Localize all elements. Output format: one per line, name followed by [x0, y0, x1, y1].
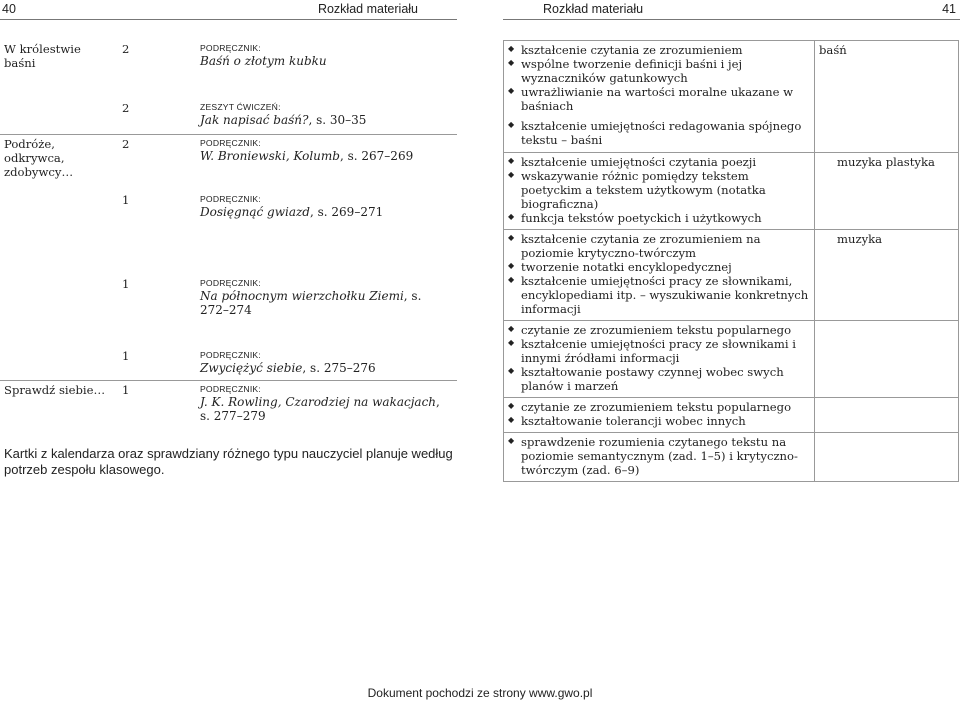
- table-row: [0, 134, 457, 191]
- table-row: [0, 380, 457, 428]
- left-header-rule: [0, 19, 457, 20]
- goal-item: ◆ funkcja tekstów poetyckich i użytkowych: [508, 211, 810, 225]
- material-title: W. Broniewski, Kolumb, s. 267–269: [200, 148, 414, 163]
- theme-cell: [0, 347, 118, 380]
- material-label: PODRĘCZNIK:: [200, 43, 261, 53]
- hours-cell: 2: [122, 42, 130, 56]
- material-title: Dosięgnąć gwiazd, s. 269–271: [200, 205, 384, 219]
- goals-list: [508, 119, 810, 147]
- material-cell: [196, 40, 457, 99]
- lesson-table-right: [503, 40, 959, 482]
- table-row: [0, 191, 457, 275]
- goal-item: ◆ kształcenie czytania ze zrozumieniem: [508, 43, 810, 57]
- goals-cell: [504, 117, 815, 152]
- material-cell: [196, 134, 457, 191]
- goals-cell: [504, 152, 815, 229]
- material-title: Jak napisać baśń?, s. 30–35: [200, 113, 367, 127]
- material-label: PODRĘCZNIK:: [200, 278, 261, 288]
- goals-list: [508, 400, 810, 428]
- goals-list: [508, 232, 810, 316]
- lesson-table-left: [0, 40, 457, 428]
- material-label: PODRĘCZNIK:: [200, 383, 261, 394]
- goal-item: ◆ czytanie ze zrozumieniem tekstu popularnego: [508, 400, 810, 414]
- material-cell: [196, 347, 457, 380]
- theme-cell: [0, 99, 118, 134]
- goals-cell: [504, 432, 815, 481]
- hours-cell: 2: [122, 101, 130, 115]
- goal-item: ◆ kształcenie umiejętności pracy ze słownikami i innymi źródłami informacji: [508, 337, 810, 365]
- links-cell: muzyka: [815, 229, 959, 320]
- hours-cell: 1: [122, 193, 130, 207]
- table-row: [504, 432, 959, 481]
- goals-list: [508, 155, 810, 225]
- links-cell: [815, 397, 959, 432]
- right-page-number: 41: [942, 2, 956, 16]
- goals-cell: [504, 320, 815, 397]
- table-row: [504, 152, 959, 229]
- material-cell: [196, 275, 457, 347]
- table-row: [504, 397, 959, 432]
- goal-item: ◆ kształcenie umiejętności redagowania spójnego tekstu – baśni: [508, 119, 810, 147]
- material-label: PODRĘCZNIK:: [200, 194, 261, 204]
- table-row: [0, 40, 457, 99]
- right-running-title: Rozkład materiału: [543, 2, 644, 16]
- goal-item: ◆ kształcenie umiejętności czytania poezji: [508, 155, 810, 169]
- goal-item: ◆ tworzenie notatki encyklopedycznej: [508, 260, 810, 274]
- goal-item: ◆ wspólne tworzenie definicji baśni i jej wyznaczników gatunkowych: [508, 57, 810, 85]
- theme-cell: [0, 275, 118, 347]
- theme-cell: Sprawdź siebie…: [0, 380, 118, 428]
- right-page-header: [503, 0, 960, 20]
- material-label: PODRĘCZNIK:: [200, 137, 261, 148]
- goal-item: ◆ kształtowanie postawy czynnej wobec swych planów i marzeń: [508, 365, 810, 393]
- theme-cell: Podróże, odkrywca, zdobywcy…: [0, 134, 118, 191]
- material-title: J. K. Rowling, Czarodziej na wakacjach, s. 277–279: [200, 394, 440, 423]
- goals-cell: [504, 229, 815, 320]
- hours-cell: 1: [122, 277, 130, 291]
- goal-item: ◆ kształtowanie tolerancji wobec innych: [508, 414, 810, 428]
- goals-cell: [504, 41, 815, 118]
- hours-cell: 1: [122, 349, 130, 363]
- goals-list: [508, 435, 810, 477]
- goals-list: [508, 43, 810, 113]
- planning-note: Kartki z kalendarza oraz sprawdziany różnego typu nauczyciel planuje według potrzeb zespołu klasowego.: [4, 446, 453, 477]
- theme-cell: W królestwie baśni: [4, 42, 81, 70]
- links-cell: baśń: [815, 41, 959, 118]
- goal-item: ◆ wskazywanie różnic pomiędzy tekstem poetyckim a tekstem użytkowym (notatka biograficzna): [508, 169, 810, 211]
- material-title: Na północnym wierzchołku Ziemi, s. 272–274: [200, 289, 422, 317]
- left-page-header: [0, 0, 440, 20]
- source-footer: Dokument pochodzi ze strony www.gwo.pl: [367, 686, 593, 700]
- links-cell: [815, 117, 959, 152]
- material-cell: [196, 380, 457, 428]
- material-cell: [196, 99, 457, 134]
- goal-item: ◆ sprawdzenie rozumienia czytanego tekstu na poziomie semantycznym (zad. 1–5) i krytyczno-twórczym (zad. 6–9): [508, 435, 810, 477]
- right-header-rule: [503, 19, 960, 20]
- material-title: Baśń o złotym kubku: [200, 54, 327, 68]
- goal-item: ◆ kształcenie umiejętności pracy ze słownikami, encyklopediami itp. – wyszukiwanie konkretnych informacji: [508, 274, 810, 316]
- left-page-number: 40: [2, 2, 16, 16]
- table-row: [0, 275, 457, 347]
- goal-item: ◆ kształcenie czytania ze zrozumieniem na poziomie krytyczno-twórczym: [508, 232, 810, 260]
- links-cell: [815, 432, 959, 481]
- table-row: [504, 117, 959, 152]
- goal-item: ◆ czytanie ze zrozumieniem tekstu popularnego: [508, 323, 810, 337]
- table-row: [0, 99, 457, 134]
- hours-cell: 1: [118, 380, 196, 428]
- table-row: [0, 347, 457, 380]
- material-title: Zwyciężyć siebie, s. 275–276: [200, 361, 376, 375]
- links-cell: [815, 320, 959, 397]
- goals-list: [508, 323, 810, 393]
- left-running-title: Rozkład materiału: [317, 2, 418, 16]
- links-cell: muzyka plastyka: [815, 152, 959, 229]
- table-row: [504, 41, 959, 118]
- theme-cell: [0, 191, 118, 275]
- material-cell: [196, 191, 457, 275]
- hours-cell: 2: [118, 134, 196, 191]
- table-row: [504, 229, 959, 320]
- goals-cell: [504, 397, 815, 432]
- table-row: [504, 320, 959, 397]
- material-label: PODRĘCZNIK:: [200, 350, 261, 360]
- goal-item: ◆ uwrażliwianie na wartości moralne ukazane w baśniach: [508, 85, 810, 113]
- material-label: ZESZYT ĆWICZEŃ:: [200, 102, 281, 112]
